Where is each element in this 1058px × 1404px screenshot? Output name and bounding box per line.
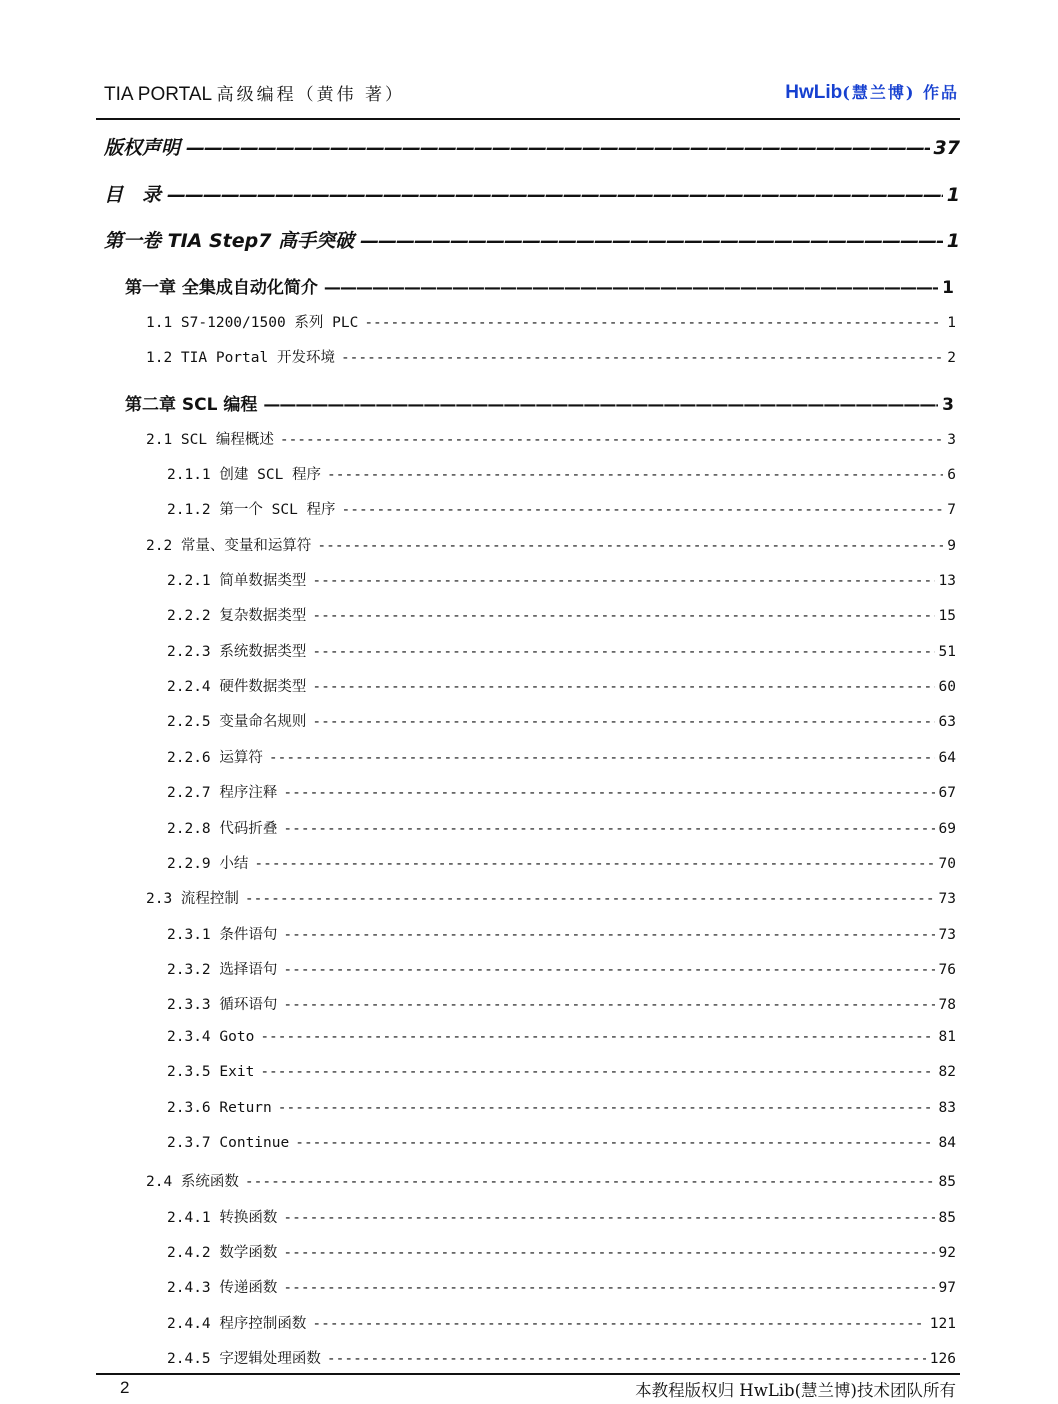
dot-leader — [283, 821, 934, 837]
toc-entry-title: 2.4.1 转换函数 — [167, 1210, 278, 1226]
dot-leader — [342, 502, 944, 518]
toc-entry[interactable] — [167, 1135, 956, 1151]
toc-entry-page: 60 — [938, 679, 956, 695]
toc-entry-page: 64 — [938, 750, 956, 766]
toc-entry-title: 2.1.1 创建 SCL 程序 — [167, 467, 322, 483]
dot-leader — [283, 997, 934, 1013]
dot-leader — [327, 467, 943, 483]
toc-entry-page: 1 — [946, 184, 960, 206]
dot-leader — [283, 1280, 934, 1296]
toc-entry-page: 2 — [947, 350, 956, 366]
toc-entry-title: 第一卷 TIA Step7 高手突破 — [104, 230, 355, 252]
toc-entry[interactable] — [146, 311, 956, 332]
toc-entry-page: 1 — [946, 230, 960, 252]
toc-entry[interactable] — [167, 498, 956, 519]
toc-entry-title: 版权声明 — [104, 137, 181, 159]
toc-entry[interactable] — [167, 710, 956, 731]
toc-entry[interactable] — [167, 604, 956, 625]
toc-entry[interactable] — [146, 346, 956, 367]
toc-entry-page: 9 — [947, 538, 956, 554]
dot-leader — [312, 714, 934, 730]
dot-leader — [360, 230, 943, 252]
dot-leader — [278, 1100, 935, 1116]
dot-leader — [245, 1174, 935, 1190]
toc-entry-page: 63 — [938, 714, 956, 730]
toc-entry-title: 2.3.2 选择语句 — [167, 962, 278, 978]
toc-entry-title: 2.2 常量、变量和运算符 — [146, 538, 312, 554]
dot-leader — [317, 538, 943, 554]
toc-entry[interactable] — [167, 781, 956, 802]
dot-leader — [327, 1351, 926, 1367]
toc-entry-title: 2.3.1 条件语句 — [167, 927, 278, 943]
toc-entry[interactable] — [167, 923, 956, 944]
dot-leader — [312, 644, 934, 660]
toc-entry-page: 121 — [929, 1316, 956, 1332]
page-header — [104, 78, 959, 110]
toc-entry-title: 2.4.4 程序控制函数 — [167, 1316, 307, 1332]
book-title — [104, 80, 405, 106]
dot-leader — [254, 856, 934, 872]
toc-entry-title: 2.3 流程控制 — [146, 891, 239, 907]
toc-entry-title: 2.4.3 传递函数 — [167, 1280, 278, 1296]
toc-entry-page: 1 — [942, 278, 954, 298]
toc-entry-title: 2.1 SCL 编程概述 — [146, 432, 274, 448]
toc-entry[interactable] — [167, 640, 956, 661]
brand — [785, 80, 959, 104]
dot-leader — [269, 750, 935, 766]
dot-leader — [283, 962, 934, 978]
dot-leader — [260, 1064, 934, 1080]
dot-leader — [283, 1245, 934, 1261]
toc-entry[interactable] — [167, 1206, 956, 1227]
toc-entry-title: 目 录 — [104, 184, 162, 206]
dot-leader — [167, 184, 943, 206]
toc-entry-title: 2.4 系统函数 — [146, 1174, 239, 1190]
toc-entry-page: 82 — [938, 1064, 956, 1080]
brand-cn: (慧兰博) 作品 — [842, 83, 959, 102]
toc-entry-title: 2.1.2 第一个 SCL 程序 — [167, 502, 336, 518]
dot-leader — [245, 891, 935, 907]
dot-leader — [312, 1316, 925, 1332]
toc-entry-title: 第二章 SCL 编程 — [125, 395, 258, 415]
toc-entry-page: 92 — [938, 1245, 956, 1261]
toc-entry-page: 6 — [947, 467, 956, 483]
toc-entry-title: 2.2.3 系统数据类型 — [167, 644, 307, 660]
toc-entry[interactable] — [167, 817, 956, 838]
toc-entry-page: 70 — [938, 856, 956, 872]
toc-entry-page: 85 — [938, 1174, 956, 1190]
toc-entry[interactable] — [146, 1170, 956, 1191]
toc-entry-page: 67 — [938, 785, 956, 801]
dot-leader — [260, 1029, 934, 1045]
dot-leader — [283, 1210, 934, 1226]
toc-entry[interactable] — [125, 273, 954, 298]
toc-entry-title: 2.2.6 运算符 — [167, 750, 263, 766]
toc-entry-page: 97 — [938, 1280, 956, 1296]
dot-leader — [312, 679, 934, 695]
toc-entry[interactable] — [167, 852, 956, 873]
toc-entry-title: 2.4.2 数学函数 — [167, 1245, 278, 1261]
toc-entry[interactable] — [167, 1347, 956, 1368]
toc-entry[interactable] — [167, 1312, 956, 1333]
toc-entry-title: 2.4.5 字逻辑处理函数 — [167, 1351, 321, 1367]
toc-entry[interactable] — [104, 180, 960, 207]
toc-entry-page: 1 — [947, 315, 956, 331]
toc-entry-page: 85 — [938, 1210, 956, 1226]
dot-leader — [324, 278, 938, 298]
toc-entry-page: 69 — [938, 821, 956, 837]
footer-divider — [96, 1373, 960, 1375]
toc-entry-page: 126 — [929, 1351, 956, 1367]
toc-entry[interactable] — [125, 390, 954, 415]
toc-entry[interactable] — [167, 569, 956, 590]
toc-entry[interactable] — [167, 746, 956, 767]
toc-entry-page: 76 — [938, 962, 956, 978]
dot-leader — [283, 785, 934, 801]
toc-entry-title: 2.3.4 Goto — [167, 1029, 255, 1045]
toc-entry[interactable] — [167, 958, 956, 979]
toc-entry-title: 1.1 S7-1200/1500 系列 PLC — [146, 315, 359, 331]
toc-entry-page: 83 — [938, 1100, 956, 1116]
dot-leader — [312, 608, 934, 624]
page-number: 2 — [120, 1378, 130, 1397]
copyright-notice: 本教程版权归 HwLib(慧兰博)技术团队所有 — [635, 1381, 956, 1400]
toc-entry-title: 2.2.1 简单数据类型 — [167, 573, 307, 589]
toc-entry-page: 13 — [938, 573, 956, 589]
toc-entry[interactable] — [167, 993, 956, 1014]
toc-entry-title: 2.2.4 硬件数据类型 — [167, 679, 307, 695]
toc-entry-page: 3 — [947, 432, 956, 448]
toc-entry[interactable] — [167, 1241, 956, 1262]
toc-entry-page: 3 — [942, 395, 954, 415]
toc-entry[interactable] — [146, 887, 956, 908]
toc-entry-title: 1.2 TIA Portal 开发环境 — [146, 350, 335, 366]
dot-leader — [263, 395, 938, 415]
toc-entry[interactable] — [167, 1064, 956, 1080]
toc-entry[interactable] — [167, 1100, 956, 1116]
toc-entry[interactable] — [104, 226, 960, 253]
dot-leader — [364, 315, 943, 331]
toc-entry-title: 2.2.7 程序注释 — [167, 785, 278, 801]
toc-entry-page: 15 — [938, 608, 956, 624]
dot-leader — [312, 573, 934, 589]
dot-leader — [186, 137, 930, 159]
header-divider — [96, 118, 960, 120]
toc-entry[interactable] — [167, 1029, 956, 1045]
toc-entry[interactable] — [167, 675, 956, 696]
toc-entry[interactable] — [104, 133, 960, 160]
book-title-cn: 高级编程（黄伟 著） — [216, 85, 406, 105]
toc-entry-page: 81 — [938, 1029, 956, 1045]
toc-entry-title: 2.2.8 代码折叠 — [167, 821, 278, 837]
toc-entry-page: 73 — [938, 927, 956, 943]
toc-entry[interactable] — [146, 428, 956, 449]
toc-entry-title: 2.2.5 变量命名规则 — [167, 714, 307, 730]
dot-leader — [280, 432, 943, 448]
toc-entry[interactable] — [167, 1276, 956, 1297]
toc-entry[interactable] — [146, 534, 956, 555]
toc-entry-title: 2.3.3 循环语句 — [167, 997, 278, 1013]
toc-entry-title: 第一章 全集成自动化简介 — [125, 278, 318, 298]
toc-entry-page: 84 — [938, 1135, 956, 1151]
dot-leader — [341, 350, 943, 366]
toc-entry-page: 78 — [938, 997, 956, 1013]
toc-entry-title: 2.3.5 Exit — [167, 1064, 255, 1080]
brand-latin: HwLib — [785, 82, 843, 103]
toc-entry-page: 51 — [938, 644, 956, 660]
toc-entry-title: 2.2.2 复杂数据类型 — [167, 608, 307, 624]
book-title-latin: TIA PORTAL — [104, 84, 212, 105]
dot-leader — [283, 927, 934, 943]
toc-entry-page: 7 — [947, 502, 956, 518]
toc-entry[interactable] — [167, 463, 956, 484]
toc-entry-title: 2.3.6 Return — [167, 1100, 272, 1116]
toc-entry-title: 2.3.7 Continue — [167, 1135, 290, 1151]
dot-leader — [295, 1135, 934, 1151]
toc-entry-page: 73 — [938, 891, 956, 907]
toc-entry-title: 2.2.9 小结 — [167, 856, 249, 872]
toc-entry-page: 37 — [933, 137, 960, 159]
